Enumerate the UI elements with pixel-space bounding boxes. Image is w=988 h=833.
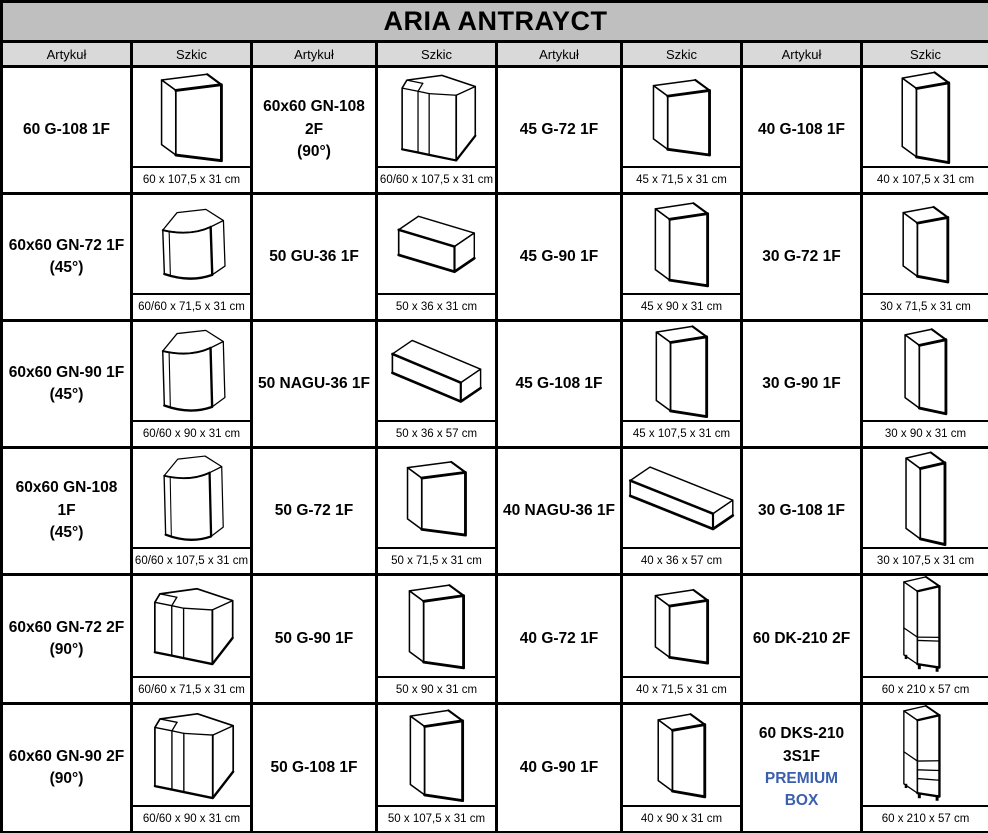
article-name: 40 G-90 1F [519, 758, 599, 776]
sketch-cell [377, 704, 497, 833]
cabinet-sketch-icon [892, 576, 960, 676]
dimensions: 60/60 x 71,5 x 31 cm [133, 676, 250, 702]
article-name: 50 G-90 1F [274, 629, 354, 647]
cabinet-sketch-icon [152, 450, 232, 547]
dimensions: 60 x 210 x 57 cm [863, 676, 988, 702]
article-cell [2, 448, 132, 575]
article-cell [742, 575, 862, 704]
table-row [2, 321, 988, 448]
cabinet-sketch-icon [878, 197, 973, 292]
article-name: 45 G-90 1F [519, 247, 599, 265]
sketch-cell [132, 704, 252, 833]
article-name: 40 G-72 1F [519, 629, 599, 647]
article-note: (45°) [49, 259, 84, 276]
dimensions: 45 x 107,5 x 31 cm [623, 420, 740, 446]
cabinet-sketch-icon [143, 707, 241, 804]
sketch-cell [622, 575, 742, 704]
article-name: 45 G-72 1F [519, 120, 599, 138]
table-row [2, 67, 988, 194]
col-header-article: Artykuł [497, 42, 622, 67]
dimensions: 45 x 71,5 x 31 cm [623, 166, 740, 192]
article-cell [252, 575, 377, 704]
sketch-cell [132, 448, 252, 575]
cabinet-sketch-icon [634, 197, 729, 292]
article-cell [2, 704, 132, 833]
table-row [2, 575, 988, 704]
article-note: (90°) [49, 641, 84, 658]
cabinet-sketch-icon [389, 451, 484, 546]
article-cell [2, 67, 132, 194]
sketch-cell [132, 194, 252, 321]
sketch-cell [377, 321, 497, 448]
article-cell [497, 67, 622, 194]
sketch-cell [132, 321, 252, 448]
dimensions: 40 x 36 x 57 cm [623, 547, 740, 573]
cabinet-sketch-icon [150, 203, 234, 286]
article-cell [497, 194, 622, 321]
article-cell [497, 321, 622, 448]
dimensions: 60/60 x 107,5 x 31 cm [378, 166, 495, 192]
article-cell [742, 194, 862, 321]
col-header-sketch: Szkic [862, 42, 988, 67]
dimensions: 50 x 90 x 31 cm [378, 676, 495, 702]
article-name: 50 NAGU-36 1F [258, 374, 370, 392]
article-name: 50 G-108 1F [270, 758, 358, 776]
cabinet-sketch-icon [878, 324, 973, 419]
table-row [2, 704, 988, 833]
article-note: (90°) [49, 770, 84, 787]
sketch-cell [377, 575, 497, 704]
article-cell [2, 194, 132, 321]
article-note: (45°) [49, 386, 84, 403]
article-cell [497, 575, 622, 704]
cabinet-sketch-icon [878, 70, 973, 165]
dimensions: 30 x 90 x 31 cm [863, 420, 988, 446]
article-name: 50 G-72 1F [274, 501, 354, 519]
sketch-cell [862, 194, 988, 321]
article-cell [497, 704, 622, 833]
dimensions: 45 x 90 x 31 cm [623, 293, 740, 319]
article-name: 60x60 GN-108 2F [263, 98, 365, 138]
cabinet-sketch-icon [143, 582, 240, 670]
sketch-cell [862, 448, 988, 575]
article-cell [2, 575, 132, 704]
cabinet-sketch-icon [144, 70, 239, 165]
article-name: 50 GU-36 1F [269, 247, 359, 265]
dimensions: 30 x 107,5 x 31 cm [863, 547, 988, 573]
cabinet-sketch-icon [634, 579, 729, 674]
sketch-cell [622, 67, 742, 194]
col-header-sketch: Szkic [132, 42, 252, 67]
sketch-cell [132, 67, 252, 194]
page-title: ARIA ANTRAYCT [2, 2, 988, 42]
cabinet-sketch-icon [378, 327, 495, 415]
table-row [2, 194, 988, 321]
sketch-cell [377, 67, 497, 194]
title-row [2, 2, 988, 42]
article-cell [252, 321, 377, 448]
sketch-cell [132, 575, 252, 704]
article-cell [742, 704, 862, 833]
article-note: (45°) [49, 524, 84, 542]
cabinet-sketch-icon [389, 579, 484, 674]
table-row [2, 448, 988, 575]
article-name: 60x60 GN-72 2F [8, 618, 125, 636]
article-cell [252, 704, 377, 833]
col-header-article: Artykuł [2, 42, 132, 67]
article-name: 60x60 GN-108 1F [15, 479, 118, 519]
sketch-cell [862, 575, 988, 704]
dimensions: 50 x 36 x 57 cm [378, 420, 495, 446]
dimensions: 40 x 107,5 x 31 cm [863, 166, 988, 192]
article-name: 30 G-108 1F [757, 501, 846, 519]
sketch-cell [862, 321, 988, 448]
article-cell [497, 448, 622, 575]
cabinet-sketch-icon [892, 705, 960, 805]
sketch-cell [622, 448, 742, 575]
dimensions: 40 x 90 x 31 cm [623, 805, 740, 831]
article-name: 40 G-108 1F [757, 120, 846, 138]
article-cell [742, 448, 862, 575]
col-header-sketch: Szkic [377, 42, 497, 67]
dimensions: 60/60 x 71,5 x 31 cm [133, 293, 250, 319]
dimensions: 40 x 71,5 x 31 cm [623, 676, 740, 702]
article-name: 40 NAGU-36 1F [503, 501, 615, 519]
sketch-cell [622, 321, 742, 448]
col-header-article: Artykuł [252, 42, 377, 67]
cabinet-sketch-icon [878, 451, 973, 546]
article-name: 60x60 GN-90 1F [8, 363, 125, 381]
dimensions: 60/60 x 90 x 31 cm [133, 805, 250, 831]
article-name: 60 DKS-210 3S1F [758, 725, 845, 765]
dimensions: 60/60 x 90 x 31 cm [133, 420, 250, 446]
sketch-cell [377, 448, 497, 575]
dimensions: 50 x 36 x 31 cm [378, 293, 495, 319]
dimensions: 60 x 210 x 57 cm [863, 805, 988, 831]
dimensions: 60 x 107,5 x 31 cm [133, 166, 250, 192]
col-header-article: Artykuł [742, 42, 862, 67]
article-note-premium: PREMIUM BOX [764, 770, 839, 810]
sketch-cell [622, 194, 742, 321]
article-note: (90°) [297, 143, 331, 161]
col-header-sketch: Szkic [622, 42, 742, 67]
dimensions: 30 x 71,5 x 31 cm [863, 293, 988, 319]
cabinet-sketch-icon [378, 200, 495, 288]
dimensions: 50 x 107,5 x 31 cm [378, 805, 495, 831]
header-row [2, 42, 988, 67]
article-name: 60 G-108 1F [22, 120, 111, 138]
sketch-cell [862, 67, 988, 194]
article-name: 45 G-108 1F [515, 374, 603, 392]
article-cell [252, 194, 377, 321]
article-name: 30 G-90 1F [762, 374, 841, 392]
article-cell [252, 448, 377, 575]
dimensions: 50 x 71,5 x 31 cm [378, 547, 495, 573]
sketch-cell [862, 704, 988, 833]
sketch-cell [622, 704, 742, 833]
article-cell [252, 67, 377, 194]
article-name: 30 G-72 1F [762, 247, 841, 265]
cabinet-sketch-icon [389, 708, 484, 803]
article-name: 60x60 GN-72 1F [8, 236, 125, 254]
article-cell [742, 67, 862, 194]
article-name: 60 DK-210 2F [752, 629, 851, 647]
article-cell [742, 321, 862, 448]
sketch-cell [377, 194, 497, 321]
article-cell [2, 321, 132, 448]
cabinet-sketch-icon [391, 69, 482, 166]
cabinet-sketch-icon [634, 70, 729, 165]
cabinet-sketch-icon [634, 324, 729, 419]
dimensions: 60/60 x 107,5 x 31 cm [133, 547, 250, 573]
cabinet-sketch-icon [634, 708, 729, 803]
cabinet-sketch-icon [623, 454, 740, 542]
cabinet-sketch-icon [150, 324, 234, 418]
article-name: 60x60 GN-90 2F [8, 747, 125, 765]
